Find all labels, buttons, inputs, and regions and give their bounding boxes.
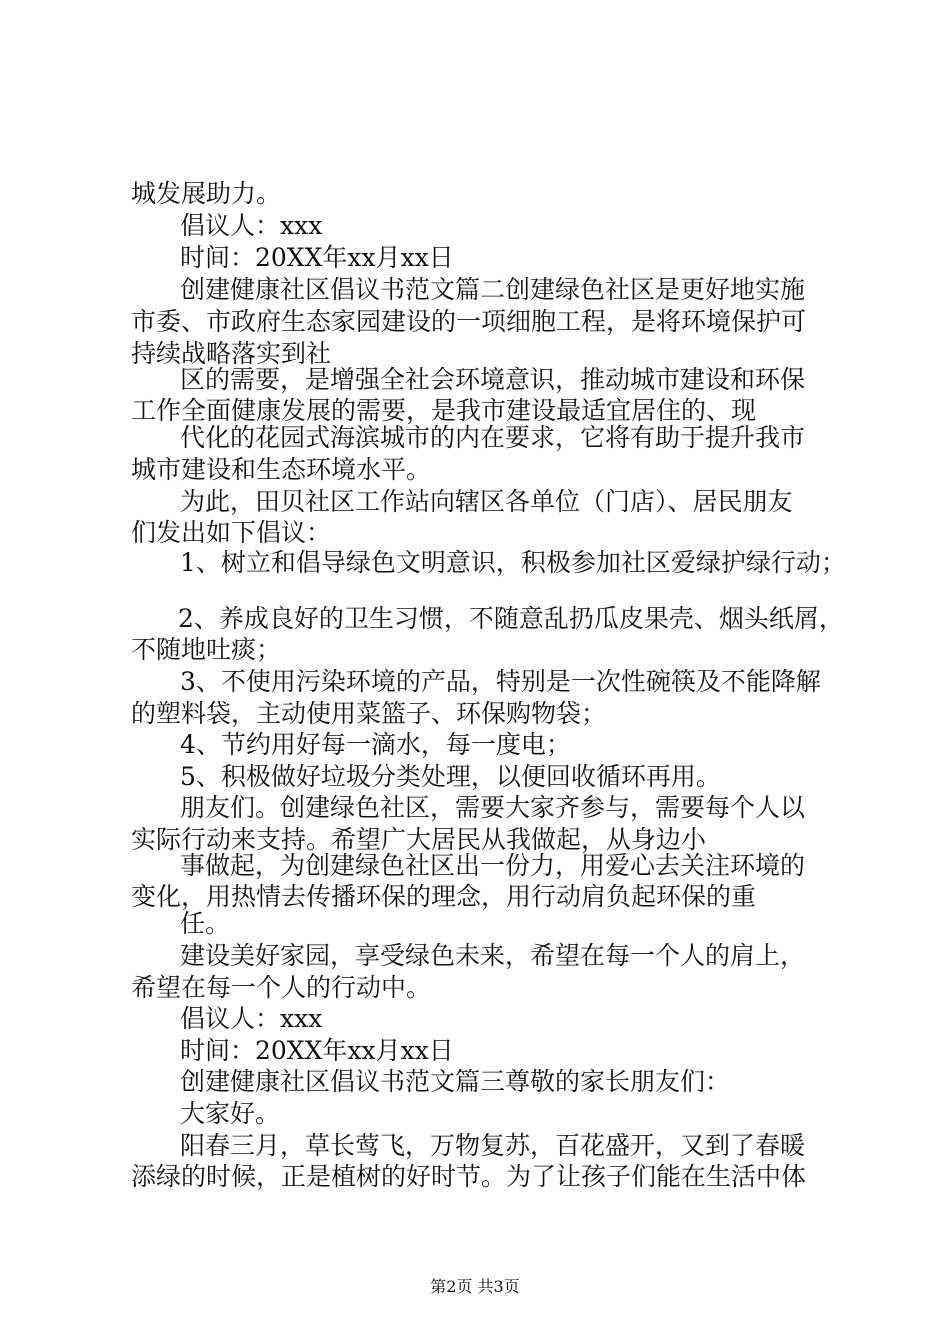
text-line: 2、养成良好的卫生习惯，不随意乱扔瓜皮果壳、烟头纸屑， (178, 604, 844, 633)
text-line: 时间：20XX年xx月xx日 (180, 243, 454, 272)
text-line: 大家好。 (180, 1099, 281, 1128)
text-line: 代化的花园式海滨城市的内在要求，它将有助于提升我市 (180, 423, 806, 452)
text-line: 城市建设和生态环境水平。 (131, 455, 432, 484)
text-line: 变化，用热情去传播环保的理念，用行动肩负起环保的重 (131, 882, 757, 911)
text-line: 不随地吐痰； (131, 635, 282, 664)
text-line: 倡议人：xxx (180, 1004, 323, 1033)
text-line: 1、树立和倡导绿色文明意识，积极参加社区爱绿护绿行动； (180, 548, 846, 577)
text-line: 任。 (180, 909, 231, 938)
text-line: 的塑料袋，主动使用菜篮子、环保购物袋； (131, 699, 607, 728)
text-line: 添绿的时候，正是植树的好时节。为了让孩子们能在生活中体 (131, 1162, 807, 1191)
text-line: 工作全面健康发展的需要，是我市建设最适宜居住的、现 (131, 396, 757, 425)
text-line: 实际行动来支持。希望广大居民从我做起，从身边小 (131, 825, 707, 854)
text-line: 创建健康社区倡议书范文篇二创建绿色社区是更好地实施 (180, 275, 806, 304)
text-line: 4、节约用好每一滴水，每一度电； (180, 730, 571, 759)
text-line: 们发出如下倡议： (131, 518, 332, 547)
text-line: 朋友们。创建绿色社区，需要大家齐参与，需要每个人以 (180, 793, 806, 822)
text-line: 倡议人：xxx (180, 211, 323, 240)
text-line: 区的需要，是增强全社会环境意识，推动城市建设和环保 (180, 365, 806, 394)
text-line: 市委、市政府生态家园建设的一项细胞工程，是将环境保护可 (131, 307, 807, 336)
text-line: 创建健康社区倡议书范文篇三尊敬的家长朋友们： (180, 1067, 731, 1096)
text-line: 时间：20XX年xx月xx日 (180, 1036, 454, 1065)
text-line: 事做起，为创建绿色社区出一份力，用爱心去关注环境的 (180, 851, 806, 880)
page-footer: 第2页 共3页 (430, 1277, 520, 1296)
text-line: 建设美好家园，享受绿色未来，希望在每一个人的肩上， (180, 941, 806, 970)
text-line: 为此，田贝社区工作站向辖区各单位（门店）、居民朋友 (180, 487, 793, 516)
text-line: 阳春三月，草长莺飞，万物复苏，百花盛开，又到了春暖 (180, 1131, 806, 1160)
text-line: 3、不使用污染环境的产品，特别是一次性碗筷及不能降解 (180, 667, 821, 696)
text-line: 5、积极做好垃圾分类处理，以便回收循环再用。 (180, 762, 721, 791)
text-line: 城发展助力。 (131, 179, 282, 208)
text-line: 希望在每一个人的行动中。 (131, 973, 432, 1002)
text-line: 持续战略落实到社 (131, 339, 332, 368)
